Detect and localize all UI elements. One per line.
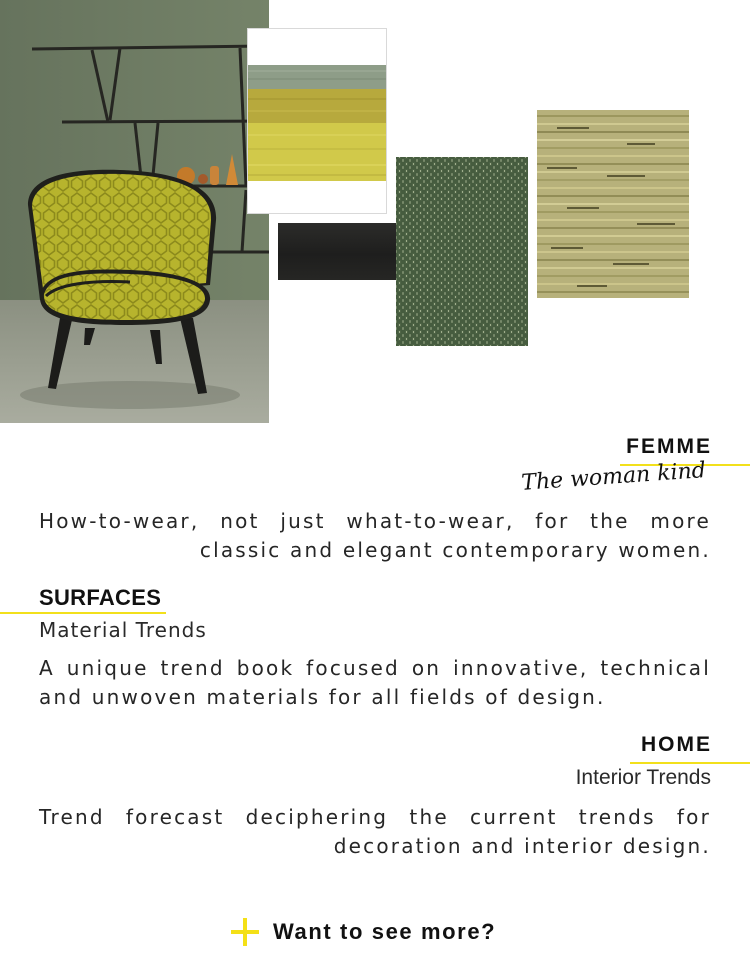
surfaces-title[interactable]: SURFACES [39, 585, 162, 610]
surfaces-subtitle: Material Trends [39, 618, 207, 642]
femme-tagline: The woman kind [520, 458, 707, 496]
striped-yarn-swatch [247, 28, 387, 214]
surfaces-description: A unique trend book focused on innovative, technical and unwoven materials for all fields of design. [39, 656, 711, 709]
see-more-label: Want to see more? [273, 919, 497, 944]
femme-description: How-to-wear, not just what-to-wear, for the more classic and elegant contemporary women. [39, 509, 711, 562]
home-title[interactable]: HOME [641, 733, 712, 756]
plus-icon [231, 918, 259, 946]
home-divider [630, 762, 750, 764]
home-subtitle: Interior Trends [575, 766, 711, 789]
home-description: Trend forecast deciphering the current trends for decoration and interior design. [39, 805, 711, 858]
surfaces-divider [0, 612, 166, 614]
green-mesh-swatch [396, 157, 528, 346]
armchair-photo [0, 0, 269, 423]
woven-texture-swatch [537, 110, 689, 298]
see-more-button[interactable] [231, 918, 496, 946]
femme-title[interactable]: FEMME [626, 435, 712, 458]
hero-collage [0, 0, 750, 425]
